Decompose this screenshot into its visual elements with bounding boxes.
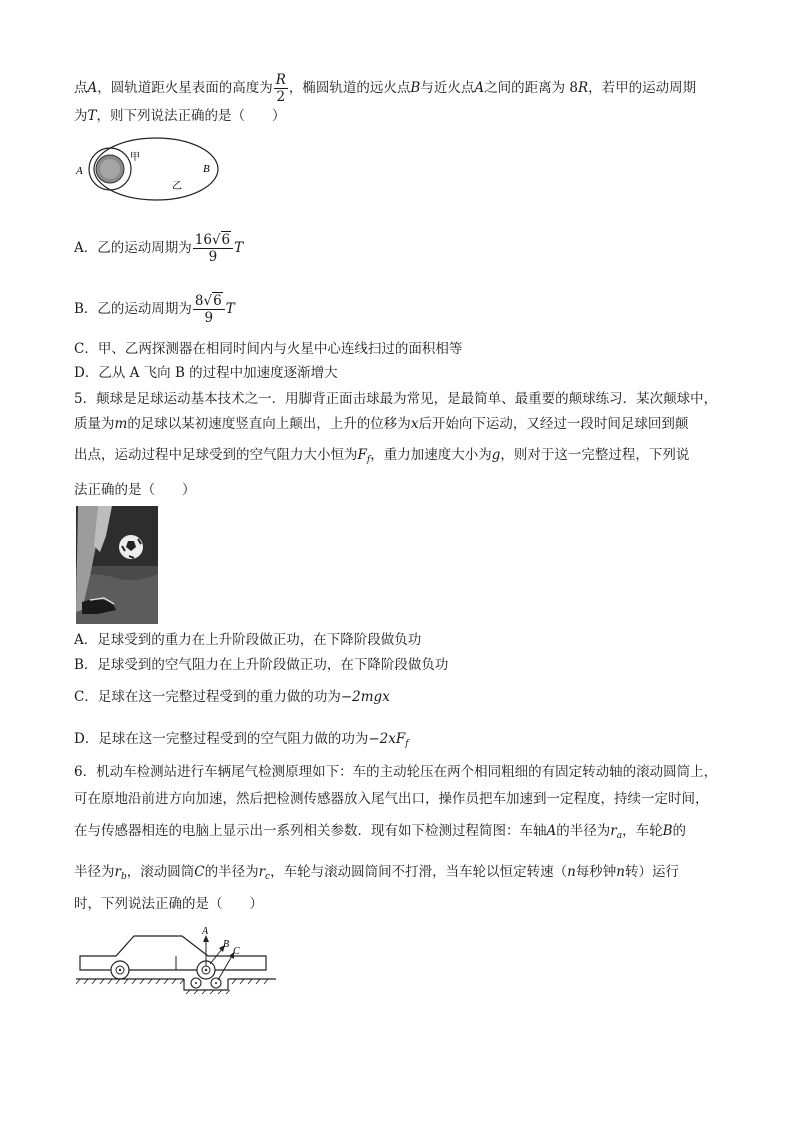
sub-b: b: [120, 872, 127, 882]
expr: −2mgx: [340, 689, 390, 705]
label-b: B: [223, 939, 230, 950]
q4-line-1: [74, 72, 696, 105]
var-r: r: [610, 823, 617, 839]
text: 点: [74, 80, 88, 96]
radicand: 6: [213, 293, 222, 309]
q4-line-2: [74, 106, 286, 126]
q5-line-4: 法正确的是（ ）: [74, 482, 196, 498]
fraction-r-over-2: [274, 72, 288, 105]
text: ，若甲的运动周期: [588, 80, 697, 96]
frac-num: R: [275, 72, 286, 88]
frac-den: 9: [204, 310, 214, 326]
q5-option-a: A．足球受到的重力在上升阶段做正功，在下降阶段做负功: [74, 632, 422, 648]
text: 后开始向下运动，又经过一段时间足球回到颠: [418, 416, 689, 432]
var-g: g: [491, 447, 501, 463]
text: 转）运行: [625, 864, 679, 880]
text: 出点，运动过程中足球受到的空气阻力大小恒为: [74, 447, 358, 463]
q4-option-a: [74, 232, 243, 265]
sub-c: c: [265, 872, 271, 882]
q5-line-2: [74, 414, 688, 434]
text: ，则对于这一完整过程，下列说: [500, 447, 690, 463]
var-t: T: [225, 301, 235, 317]
coef: 8: [194, 293, 204, 309]
arrow-c-line: [218, 956, 232, 980]
sub-f: f: [405, 739, 409, 749]
label-jia: 甲: [130, 152, 140, 163]
q6-line-1: 6．机动车检测站进行车辆尾气检测原理如下：车的主动轮压在两个相同粗细的有固定转动轴的滚动圆筒上，: [74, 764, 718, 780]
option-text: B．乙的运动周期为: [74, 301, 192, 317]
football-photo: [76, 506, 158, 624]
text: 的半径为: [204, 864, 259, 880]
radicand: 6: [221, 232, 231, 248]
text: ，滚动圆筒: [126, 864, 195, 880]
var-b: B: [662, 823, 673, 839]
text: 半径为: [74, 864, 115, 880]
option-text: C．足球在这一完整过程受到的重力做的功为: [74, 689, 341, 705]
label-yi: 乙: [172, 181, 182, 192]
text: 的: [672, 823, 687, 839]
var-r: r: [258, 864, 266, 880]
text: 质量为: [74, 416, 115, 432]
label-c: C: [233, 946, 240, 957]
var-f: F: [357, 447, 367, 463]
sub-f: f: [366, 455, 371, 465]
text: ，则下列说法正确的是（ ）: [96, 108, 286, 124]
var-a: A: [474, 80, 485, 96]
car-roller-figure: [76, 922, 276, 994]
option-text: D．足球在这一完整过程受到的空气阻力做的功为: [74, 731, 369, 747]
label-b: B: [203, 163, 210, 175]
q6-line-4: [74, 862, 679, 887]
text: ，椭圆轨道的远火点: [288, 80, 411, 96]
text: 为: [74, 108, 88, 124]
text: 之间的距离为 8: [484, 80, 578, 96]
var-n: n: [567, 864, 576, 880]
option-text: A．乙的运动周期为: [74, 240, 192, 256]
q6-line-2: 可在原地沿前进方向加速，然后把检测传感器放入尾气出口，操作员把车加速到一定程度，持续一定时间，: [74, 791, 709, 807]
var-x: x: [410, 416, 419, 432]
var-t: T: [87, 108, 97, 124]
var-m: m: [114, 416, 128, 432]
q6-line-5: 时，下列说法正确的是（ ）: [74, 896, 263, 912]
label-a: A: [202, 926, 209, 937]
q5-option-c: [74, 687, 390, 707]
text: 的半径为: [556, 823, 611, 839]
var-r: r: [114, 864, 121, 880]
q4-option-c: C．甲、乙两探测器在相同时间内与火星中心连线扫过的面积相等: [74, 341, 463, 357]
frac-den: 9: [208, 249, 218, 265]
text: 的足球以某初速度竖直向上颠出，上升的位移为: [127, 416, 411, 432]
text: ，车轮: [622, 823, 663, 839]
q4-option-d: D．乙从 A 飞向 B 的过程中加速度逐渐增大: [74, 365, 338, 381]
q5-line-3: [74, 445, 689, 470]
text: 每秒钟: [575, 864, 617, 880]
sub-a: a: [616, 831, 623, 841]
q4-option-b: [74, 293, 235, 326]
label-a: A: [76, 165, 83, 177]
var-n: n: [616, 864, 625, 880]
text: ，圆轨道距火星表面的高度为: [97, 80, 273, 96]
text: ，重力加速度大小为: [370, 447, 492, 463]
q5-option-d: [74, 729, 409, 754]
q6-line-3: [74, 821, 686, 846]
q5-line-1: 5．颠球是足球运动基本技术之一．用脚背正面击球最为常见，是最简单、最重要的颠球练习．某次颠球中，: [74, 391, 718, 407]
var-b: B: [410, 80, 421, 96]
orbit-figure: [72, 136, 222, 204]
text: 与近火点: [420, 80, 475, 96]
var-a: A: [87, 80, 98, 96]
football-photo-art: [76, 506, 158, 624]
text: 在与传感器相连的电脑上显示出一系列相关参数．现有如下检测过程简图：车轴: [74, 823, 547, 839]
var-c: C: [194, 864, 205, 880]
var-t: T: [234, 240, 244, 256]
q5-option-b: B．足球受到的空气阻力在上升阶段做正功，在下降阶段做负功: [74, 657, 449, 673]
coef: 16: [194, 232, 212, 248]
frac-den: 2: [276, 89, 286, 105]
text: ，车轮与滚动圆筒间不打滑，当车轮以恒定转速（: [270, 864, 568, 880]
expr: −2xF: [368, 731, 406, 747]
var-a: A: [546, 823, 557, 839]
roller-pit: [184, 979, 228, 990]
mars-texture: [100, 159, 120, 179]
fraction-16-sqrt6-over-9: $\frac{16√6}{9}$: [193, 232, 233, 265]
fraction-8-sqrt6-over-9: $\frac{8√6}{9}$: [193, 293, 225, 326]
var-r: R: [577, 80, 589, 96]
